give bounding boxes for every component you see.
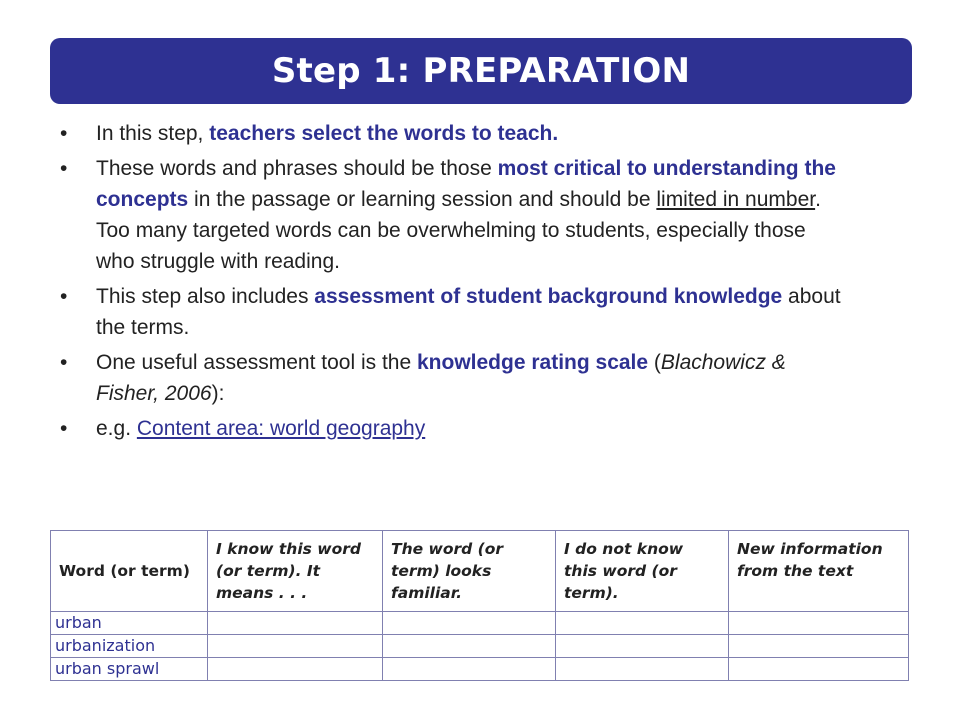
bullet-2-text-mid: in the passage or learning session and should be bbox=[188, 188, 657, 211]
bullet-2-underline: limited in number bbox=[656, 188, 816, 211]
bullet-item-2 bbox=[56, 153, 846, 277]
bullet-dot-icon: • bbox=[60, 417, 68, 440]
content-area-link[interactable]: Content area: world geography bbox=[136, 417, 426, 440]
table-cell-word: urban sprawl bbox=[51, 658, 208, 681]
table-row bbox=[51, 612, 909, 635]
table-cell bbox=[556, 612, 729, 635]
header-new-info: New information from the text bbox=[729, 531, 909, 612]
table-cell bbox=[208, 612, 383, 635]
table-cell bbox=[556, 635, 729, 658]
title-banner bbox=[50, 38, 912, 104]
table-cell-word: urbanization bbox=[51, 635, 208, 658]
bullet-3-text-post: about the terms. bbox=[96, 285, 841, 339]
table-cell bbox=[729, 612, 909, 635]
bullet-2-text-post: . Too many targeted words can be overwhelming to students, especially those who struggle with reading. bbox=[96, 188, 821, 273]
table-cell bbox=[729, 635, 909, 658]
table-cell bbox=[208, 635, 383, 658]
table-row bbox=[51, 658, 909, 681]
bullet-2-highlight: most critical to understanding the concepts bbox=[96, 157, 836, 211]
table-cell bbox=[383, 635, 556, 658]
bullet-dot-icon: • bbox=[60, 351, 68, 374]
header-know: I know this word (or term). It means . . . bbox=[208, 531, 383, 612]
bullet-4-text-post: ): bbox=[211, 382, 225, 405]
bullet-list bbox=[56, 118, 846, 448]
bullet-dot-icon: • bbox=[60, 285, 68, 308]
bullet-item-5 bbox=[56, 413, 846, 444]
bullet-4-text: One useful assessment tool is the bbox=[96, 351, 417, 374]
bullet-4-citation: Blachowicz & Fisher, 2006 bbox=[96, 351, 786, 405]
bullet-4-text-mid: ( bbox=[648, 351, 661, 374]
bullet-3-text: This step also includes bbox=[96, 285, 315, 308]
table-cell bbox=[556, 658, 729, 681]
bullet-dot-icon: • bbox=[60, 157, 68, 180]
bullet-1-text: In this step, bbox=[96, 122, 210, 145]
bullet-item-4 bbox=[56, 347, 846, 409]
header-familiar: The word (or term) looks familiar. bbox=[383, 531, 556, 612]
header-do-not-know: I do not know this word (or term). bbox=[556, 531, 729, 612]
header-word: Word (or term) bbox=[51, 531, 208, 612]
bullet-1-highlight: teachers select the words to teach. bbox=[209, 122, 559, 145]
table-cell-word: urban bbox=[51, 612, 208, 635]
table-cell bbox=[729, 658, 909, 681]
slide-title: Step 1: PREPARATION bbox=[271, 51, 691, 91]
table-cell bbox=[383, 658, 556, 681]
bullet-item-3 bbox=[56, 281, 846, 343]
knowledge-rating-table bbox=[50, 530, 909, 681]
bullet-2-text: These words and phrases should be those bbox=[96, 157, 498, 180]
bullet-5-text: e.g. bbox=[96, 417, 137, 440]
table-header-row bbox=[51, 531, 909, 612]
table-cell bbox=[383, 612, 556, 635]
bullet-4-highlight: knowledge rating scale bbox=[417, 351, 649, 374]
bullet-3-highlight: assessment of student background knowledge bbox=[314, 285, 783, 308]
bullet-dot-icon: • bbox=[60, 122, 68, 145]
table-cell bbox=[208, 658, 383, 681]
table-row bbox=[51, 635, 909, 658]
bullet-item-1 bbox=[56, 118, 846, 149]
